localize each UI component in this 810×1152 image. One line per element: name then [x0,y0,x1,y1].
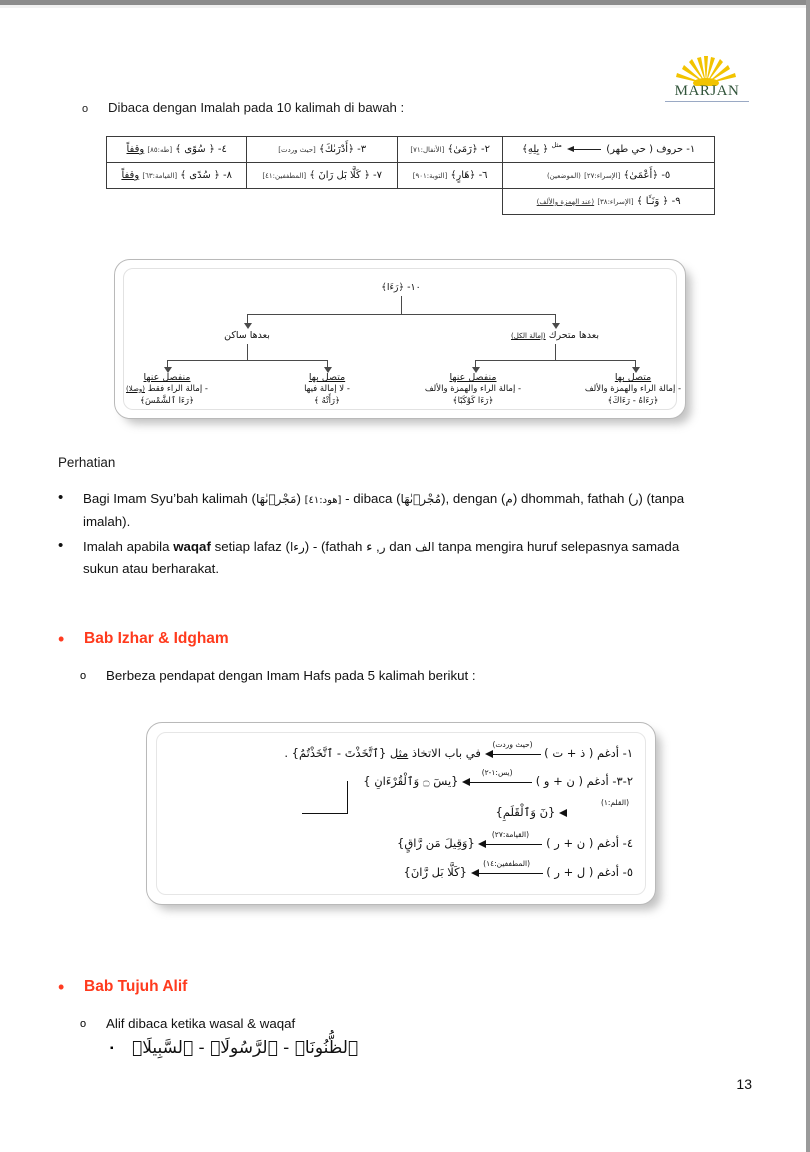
cell-word: ﴿أَدْرَىٰكَ﴾ [318,144,354,155]
heading-label: Bab Tujuh Alif [84,978,188,995]
rule-example: {وَقِيلَ مَن رَّاقٍ} [397,835,475,850]
brand-name: MARJAN [674,83,740,99]
tree-connector [401,296,402,314]
leaf-title: متصل بها [614,372,652,383]
rule-example: {نٓ وَٱلْقَلَمِ} [495,804,556,819]
tree-leaf [267,372,387,407]
tree-connector [475,360,635,361]
arrow-icon [567,146,601,153]
idgham-line [403,858,633,879]
text-run-bold: waqaf [173,539,211,554]
cell-ref: [الإسراء:٨٣] [597,198,634,206]
rule-text: أدغم ( ل + ر ) [546,864,619,879]
intro-bullet-row [60,100,720,118]
document-page [0,8,806,1152]
cell-note: وقفاً [126,144,145,155]
cell-word: ﴿ سُوًى ﴾ [175,144,215,155]
intro-marker: o [82,103,89,115]
list-item [58,536,718,579]
idgham-rules-diagram [146,722,656,905]
arabic-run: ر [379,540,386,554]
table-cell [503,163,715,189]
arrow-icon [485,739,541,758]
leaf-example: ﴿رَأَتْهُ ﴾ [313,396,341,406]
list-item [58,488,718,532]
rule-example: {كَلَّا بَل رَّانَ} [403,864,467,879]
leaf-desc: - إمالة الراء والهمزة والألف [584,384,682,394]
tree-connector [247,314,555,315]
table-cell [247,163,398,189]
list-item-text [83,536,718,579]
sub-marker: o [80,1018,87,1030]
tree-leaf [413,372,533,407]
rule-text: أدغم ( ن + و ) [535,773,609,788]
table-cell [247,137,398,163]
idgham-line [284,739,633,760]
idgham-line [397,829,633,850]
arrow-icon [462,767,532,786]
text-run: , ء dan [366,539,416,554]
leaf-desc: - إمالة الراء والهمزة والألف [424,384,522,394]
arrow-caption: (القلم:١) [600,797,629,807]
leaf-desc: - لا إمالة فيها [304,384,350,394]
page-number: 13 [736,1076,752,1092]
table-row [107,137,715,163]
sub-marker: o [80,670,87,682]
text-run: - dibaca ( [341,491,401,506]
perhatian-heading: Perhatian [58,455,116,470]
rule-mid-underlined: مثل [389,745,409,760]
imalah-table [106,136,715,215]
bullet-icon: • [58,629,65,649]
cell-ref: [الإسراء:٧٢] [584,172,621,180]
intro-text: Dibaca dengan Imalah pada 10 kalimah di bawah : [108,100,405,115]
rule-number: ٥- [622,864,633,879]
table-cell [107,163,247,189]
arrow-caption: (المطففين:١٤) [483,858,530,868]
cell-word: ﴿ كَلَّا بَل رَانَ ﴾ [309,170,370,181]
leaf-example: ﴿رَءَا ٱلشَّمْسَ﴾ [139,396,195,406]
bullet-icon: • [58,489,64,506]
section-heading-izhar [58,630,229,648]
leaf-title: منفصل عنها [143,372,191,383]
arrow-icon [478,829,542,848]
bullet-icon: • [58,977,65,997]
table-row [107,189,715,215]
sunburst-icon [671,52,743,86]
leaf-title: متصل بها [308,372,346,383]
cell-number: ٩- [671,196,681,207]
list-item-text [83,488,718,532]
arrow-icon [559,797,633,817]
arrow-label: مثل [551,141,562,149]
text-run: Bagi Imam Syu’bah kalimah ( [83,491,256,506]
cell-number: ٢- [480,144,490,155]
arrow-caption: (يس:١-٢) [481,767,513,777]
tree-leaf [573,372,693,407]
brand-logo [664,52,750,104]
sub-text: Berbeza pendapat dengan Imam Hafs pada 5 kalimah berikut : [106,668,476,683]
cell-word: ﴿ سُدًى ﴾ [180,170,220,181]
cell-word: ﴿هَارٍ﴾ [450,170,476,181]
cell-ref: [التوبة:١٠٩] [412,172,448,180]
bullet-icon: • [58,537,64,554]
arabic-run: رءا [289,540,305,554]
rule-number: ٤- [622,835,633,850]
cell-note: (الموضعين) [546,172,581,180]
arabic-run: مَجْرٜىٰهَا [255,492,297,506]
cell-word: ﴿رَمَىٰ﴾ [447,144,478,155]
arrow-icon [471,858,543,877]
sub-text: Alif dibaca ketika wasal & waqaf [106,1016,296,1031]
table-cell-empty [247,189,398,215]
brace-connector [347,781,348,813]
cell-number: ٦- [478,170,488,181]
idgham-line [363,767,633,788]
rule-mid: في باب الاتخاذ [411,745,481,760]
tree-leaf [107,372,227,407]
cell-ref: [حيث وردت] [278,146,316,154]
table-cell [503,137,715,163]
cell-number: ٧- [373,170,382,181]
text-run: ) - (fathah [304,539,367,554]
cell-ref: [الأنفال:١٧] [410,146,445,154]
cell-note: وقفاً [121,170,140,181]
leaf-desc-suffix: (وصلا) [126,385,145,393]
cell-number: ١- [686,144,696,155]
branch-label: بعدها متحرك [548,330,599,341]
leaf-example: ﴿رَءَاهُ - رَءَاكَ﴾ [607,396,659,406]
cell-ref: [المطففين:١٤] [262,172,307,180]
arrow-caption: (حيث وردت) [492,739,533,749]
table-cell [107,137,247,163]
cell-note: (عند الهمزة والألف) [536,198,595,206]
branch-sublabel: (إمالة الكل) [511,332,546,340]
subheading-alif [80,1015,295,1033]
text-run: ) [296,491,305,506]
cell-word: حروف ( حي طهر) [606,144,684,155]
cell-ref: [القيامة:٣٦] [142,172,178,180]
text-run: Imalah apabila [83,539,174,554]
cell-number: ٨- [222,170,232,181]
cell-ref: [طه:٥٨] [147,146,173,154]
rule-number: ١- [622,745,633,760]
arabic-run: ر [632,492,639,506]
table-cell [398,137,503,163]
table-cell-last [503,189,715,215]
square-bullet-icon: ▪ [110,1042,114,1054]
cell-word: ﴿ وَنَـَٔا ﴾ [636,196,669,207]
tree-connector [167,360,327,361]
section-heading-alif [58,978,187,996]
table-cell [398,163,503,189]
rule-example: {يسٓ ۝ وَٱلْقُرْءَانِ } [363,773,459,788]
table-cell-empty [107,189,247,215]
leaf-desc [107,383,227,395]
imalah-tree-diagram [114,259,686,419]
branch-label: بعدها ساكن [224,330,270,341]
table-cell-empty [398,189,503,215]
text-run: ) (tanpa imalah). [83,491,685,529]
arrow-caption: (القيامة:٢٧) [491,829,530,839]
alif-sample-row [110,1038,358,1058]
perhatian-list [58,488,718,583]
arabic-run: مُجْرٜىٰهَا [400,492,442,506]
leaf-desc-text: - إمالة الراء فقط [147,384,208,394]
text-run: ), dengan ( [441,491,506,506]
brace-connector [302,813,348,814]
text-run: tanpa mengira huruf selepasnya samada sukun atau berharakat. [83,539,680,576]
text-run: setiap lafaz ( [210,539,290,554]
cell-number: ٣- [357,144,367,155]
tree-connector [555,344,556,360]
subheading-izhar [80,667,476,685]
tree-branch-label-right [465,330,645,341]
page-right-edge [806,0,810,1152]
text-run: ) dhommah, fathah ( [512,491,633,506]
cell-number: ٥- [661,170,671,181]
heading-label: Bab Izhar & Idgham [84,630,229,647]
leaf-title: منفصل عنها [449,372,497,383]
tree-branch-label-left [157,330,337,341]
cell-word: ﴿أَعْمَىٰ﴾ [623,170,659,181]
tree-connector [247,344,248,360]
rule-number: ٢-٣- [612,773,633,788]
arabic-run: م [505,492,513,506]
cell-number: ٤- [217,144,227,155]
arabic-ref-run: [هود:٤١] [304,495,342,506]
table-row [107,163,715,189]
arabic-run: الف [415,540,435,554]
arrow-head-icon [244,323,252,329]
rule-text: أدغم ( ذ + ت ) [544,745,619,760]
idgham-line [495,797,633,819]
alif-sample-arabic: ٱلظُّنُونَا۠ - ٱلرَّسُولَا۠ - ٱلسَّبِيلَا۠ [132,1038,359,1058]
rule-example: {ٱتَّخَذْتَ - ٱتَّخَذْتُمُ} . [284,745,387,760]
tree-root-label: ١٠- ﴿رَءَا﴾ [381,282,421,293]
arrow-head-icon [552,323,560,329]
rule-text: أدغم ( ن + ر ) [546,835,619,850]
cell-word-2: ﴿ بِلِهِ﴾ [521,144,549,155]
leaf-example: ﴿رَءَا كَوْكَبًا﴾ [452,396,494,406]
